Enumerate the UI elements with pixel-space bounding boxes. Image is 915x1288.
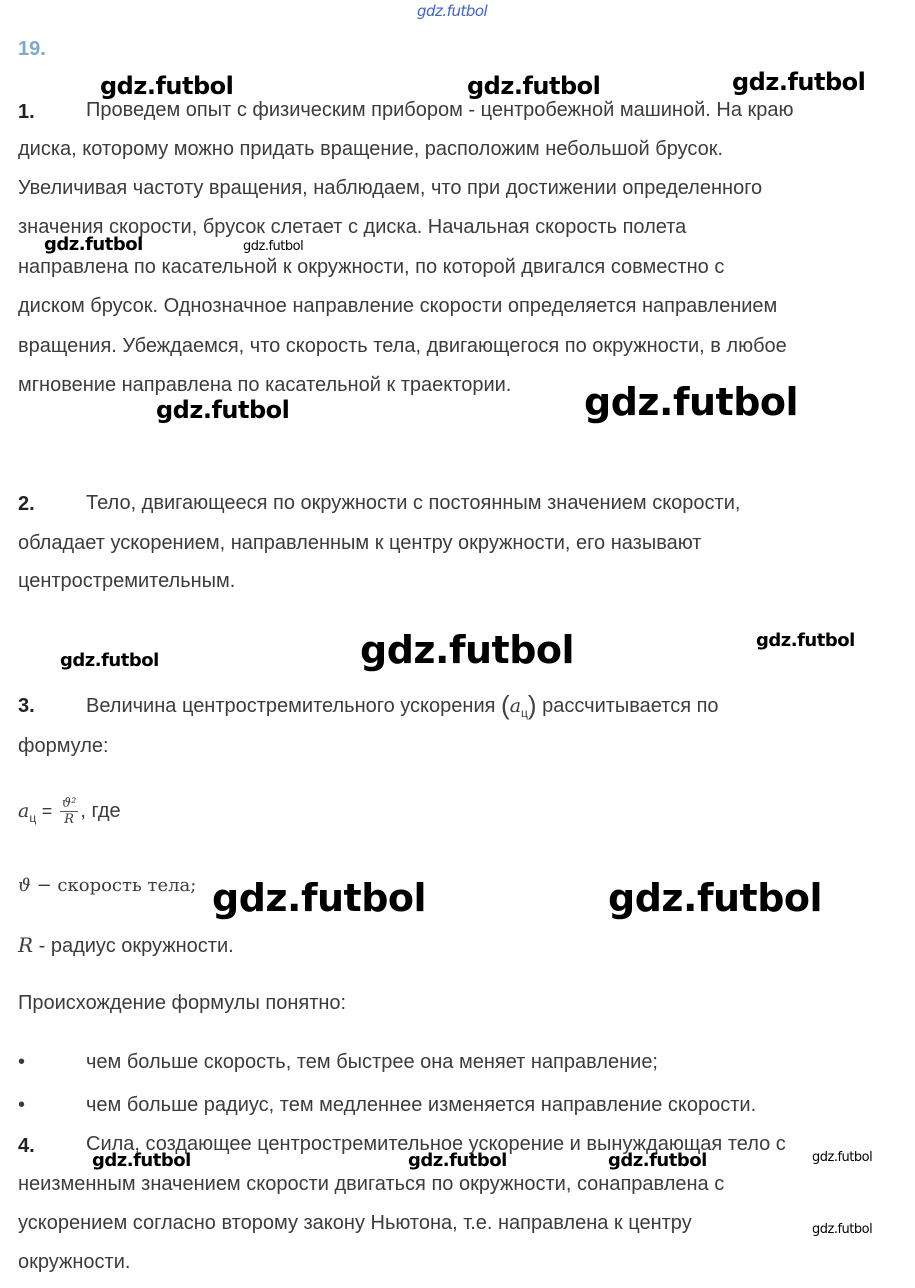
watermark: gdz.futbol [243, 239, 304, 254]
section-1-line: направлена по касательной к окружности, по которой двигался совместно с [18, 256, 725, 278]
formula-fraction [60, 796, 79, 827]
watermark: gdz.futbol [60, 650, 159, 671]
watermark-top: gdz.futbol [417, 2, 488, 20]
section-4-line: Сила, создающее центростремительное ускорение и вынуждающая тело с [86, 1133, 786, 1155]
formula-denominator: R [64, 812, 74, 827]
section-4-line: неизменным значением скорости двигаться по окружности, сонаправлена с [18, 1173, 725, 1195]
section-1-line: диском брусок. Однозначное направление скорости определяется направлением [18, 295, 778, 317]
accel-subscript: ц [521, 706, 528, 720]
watermark: gdz.futbol [212, 876, 427, 920]
task-number: 19. [18, 38, 46, 60]
formula-numerator: ϑ² [61, 796, 77, 811]
watermark: gdz.futbol [44, 234, 143, 255]
section-2-line: центростремительным. [18, 570, 236, 592]
watermark: gdz.futbol [408, 1150, 507, 1171]
var-radius-symbol: R [18, 933, 34, 957]
watermark: gdz.futbol [608, 1150, 707, 1171]
watermark: gdz.futbol [92, 1150, 191, 1171]
section-1-number: 1. [18, 101, 35, 123]
watermark: gdz.futbol [467, 72, 601, 100]
var-radius [18, 933, 234, 958]
section-4-line: окружности. [18, 1251, 131, 1273]
section-2-line: обладает ускорением, направленным к центру окружности, его называют [18, 532, 702, 554]
origin-text: Происхождение формулы понятно: [18, 992, 347, 1014]
var-radius-text: - радиус окружности. [33, 935, 234, 957]
watermark: gdz.futbol [732, 68, 866, 96]
section-4-line: ускорением согласно второму закону Ньютона, т.е. направлена к центру [18, 1212, 692, 1234]
formula-tail: , где [80, 799, 121, 822]
formula-lhs-sub: ц [29, 810, 37, 825]
bullet-1: • чем больше скорость, тем быстрее она меняет направление; [18, 1051, 658, 1073]
watermark: gdz.futbol [156, 396, 290, 424]
var-velocity-text: − скорость тела; [30, 875, 197, 896]
section-2-line: Тело, двигающееся по окружности с постоянным значением скорости, [86, 492, 741, 514]
watermark: gdz.futbol [812, 1150, 873, 1165]
watermark: gdz.futbol [360, 628, 575, 672]
section-3-line1-post: рассчитывается по [542, 695, 719, 717]
section-2-number: 2. [18, 493, 35, 515]
formula-lhs: a [18, 799, 30, 822]
var-velocity [18, 874, 196, 898]
section-3-number: 3. [18, 695, 35, 717]
var-velocity-symbol: ϑ [18, 875, 31, 896]
bullet-2-text: чем больше радиус, тем медленнее изменяется направление скорости. [86, 1094, 757, 1116]
section-1-line: вращения. Убеждаемся, что скорость тела, двигающегося по окружности, в любое [18, 335, 787, 357]
section-3-line1: Величина центростремительного ускорения $(a_ц)$ рассчитывается по [86, 690, 719, 720]
section-1-line: Проведем опыт с физическим прибором - центробежной машиной. На краю [86, 99, 794, 121]
section-4-number: 4. [18, 1135, 35, 1157]
section-1-line: мгновение направлена по касательной к траектории. [18, 374, 512, 396]
bullet-2: • чем больше радиус, тем медленнее изменяется направление скорости. [18, 1094, 757, 1116]
bullet-1-text: чем больше скорость, тем быстрее она меняет направление; [86, 1051, 658, 1073]
formula: $a_ц$ = $\frac{\text{ϑ²}}{R}$ , где [18, 796, 121, 827]
watermark: gdz.futbol [756, 630, 855, 651]
watermark: gdz.futbol [608, 876, 823, 920]
accel-symbol: a [509, 695, 522, 717]
section-1-line: Увеличивая частоту вращения, наблюдаем, что при достижении определенного [18, 177, 763, 199]
watermark: gdz.futbol [100, 72, 234, 100]
watermark: gdz.futbol [812, 1222, 873, 1237]
section-3-line2: формуле: [18, 735, 109, 757]
section-3-line1-pre: Величина центростремительного ускорения [86, 695, 496, 717]
section-1-line: значения скорости, брусок слетает с диска. Начальная скорость полета [18, 216, 687, 238]
section-1-line: диска, которому можно придать вращение, расположим небольшой брусок. [18, 138, 724, 160]
watermark: gdz.futbol [584, 380, 799, 424]
